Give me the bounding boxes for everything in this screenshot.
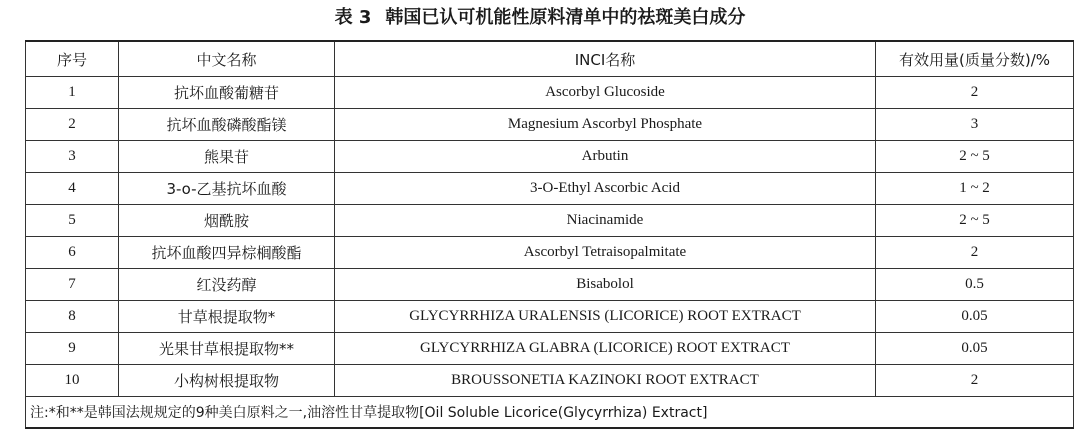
row-chinese-name: 小构树根提取物 bbox=[119, 365, 335, 397]
row-inci-name: GLYCYRRHIZA URALENSIS (LICORICE) ROOT EXTRACT bbox=[335, 301, 876, 333]
row-number: 8 bbox=[26, 301, 119, 333]
row-chinese-name: 抗坏血酸四异棕榈酸酯 bbox=[119, 237, 335, 269]
table-row bbox=[26, 237, 1074, 269]
row-number: 6 bbox=[26, 237, 119, 269]
row-chinese-name: 红没药醇 bbox=[119, 269, 335, 301]
row-dose: 1 ~ 2 bbox=[876, 173, 1074, 205]
row-chinese-name: 抗坏血酸葡糖苷 bbox=[119, 77, 335, 109]
row-chinese-name: 烟酰胺 bbox=[119, 205, 335, 237]
table-row bbox=[26, 301, 1074, 333]
header-chinese-name: 中文名称 bbox=[119, 41, 335, 77]
table-row bbox=[26, 205, 1074, 237]
table-row bbox=[26, 269, 1074, 301]
row-number: 1 bbox=[26, 77, 119, 109]
row-number: 9 bbox=[26, 333, 119, 365]
row-dose: 0.05 bbox=[876, 333, 1074, 365]
header-number: 序号 bbox=[26, 41, 119, 77]
row-dose: 2 bbox=[876, 77, 1074, 109]
table-row bbox=[26, 173, 1074, 205]
row-dose: 0.05 bbox=[876, 301, 1074, 333]
ingredient-table bbox=[25, 40, 1074, 429]
row-number: 10 bbox=[26, 365, 119, 397]
row-inci-name: Niacinamide bbox=[335, 205, 876, 237]
row-inci-name: 3-O-Ethyl Ascorbic Acid bbox=[335, 173, 876, 205]
row-dose: 0.5 bbox=[876, 269, 1074, 301]
row-dose: 3 bbox=[876, 109, 1074, 141]
footnote-row bbox=[26, 397, 1074, 429]
table-row bbox=[26, 77, 1074, 109]
row-number: 4 bbox=[26, 173, 119, 205]
table-title bbox=[0, 6, 1080, 30]
row-chinese-name: 抗坏血酸磷酸酯镁 bbox=[119, 109, 335, 141]
row-inci-name: Arbutin bbox=[335, 141, 876, 173]
row-dose: 2 bbox=[876, 237, 1074, 269]
row-number: 7 bbox=[26, 269, 119, 301]
row-inci-name: BROUSSONETIA KAZINOKI ROOT EXTRACT bbox=[335, 365, 876, 397]
header-inci-name: INCI名称 bbox=[335, 41, 876, 77]
row-inci-name: GLYCYRRHIZA GLABRA (LICORICE) ROOT EXTRACT bbox=[335, 333, 876, 365]
table-row bbox=[26, 333, 1074, 365]
row-inci-name: Ascorbyl Tetraisopalmitate bbox=[335, 237, 876, 269]
row-chinese-name: 熊果苷 bbox=[119, 141, 335, 173]
row-number: 5 bbox=[26, 205, 119, 237]
row-inci-name: Bisabolol bbox=[335, 269, 876, 301]
row-chinese-name: 光果甘草根提取物** bbox=[119, 333, 335, 365]
table-row bbox=[26, 109, 1074, 141]
row-dose: 2 ~ 5 bbox=[876, 205, 1074, 237]
row-dose: 2 bbox=[876, 365, 1074, 397]
header-effective-dose: 有效用量(质量分数)/% bbox=[876, 41, 1074, 77]
table-row bbox=[26, 365, 1074, 397]
row-chinese-name: 3-o-乙基抗坏血酸 bbox=[119, 173, 335, 205]
row-number: 2 bbox=[26, 109, 119, 141]
row-number: 3 bbox=[26, 141, 119, 173]
table-row bbox=[26, 141, 1074, 173]
row-chinese-name: 甘草根提取物* bbox=[119, 301, 335, 333]
row-inci-name: Ascorbyl Glucoside bbox=[335, 77, 876, 109]
footnote: 注:*和**是韩国法规规定的9种美白原料之一,油溶性甘草提取物[Oil Soluble Licorice(Glycyrrhiza) Extract] bbox=[26, 397, 1074, 429]
header-row bbox=[26, 41, 1074, 77]
table-caption: 韩国已认可机能性原料清单中的祛斑美白成分 bbox=[385, 7, 746, 28]
row-dose: 2 ~ 5 bbox=[876, 141, 1074, 173]
table-number: 表 3 bbox=[334, 7, 372, 28]
row-inci-name: Magnesium Ascorbyl Phosphate bbox=[335, 109, 876, 141]
